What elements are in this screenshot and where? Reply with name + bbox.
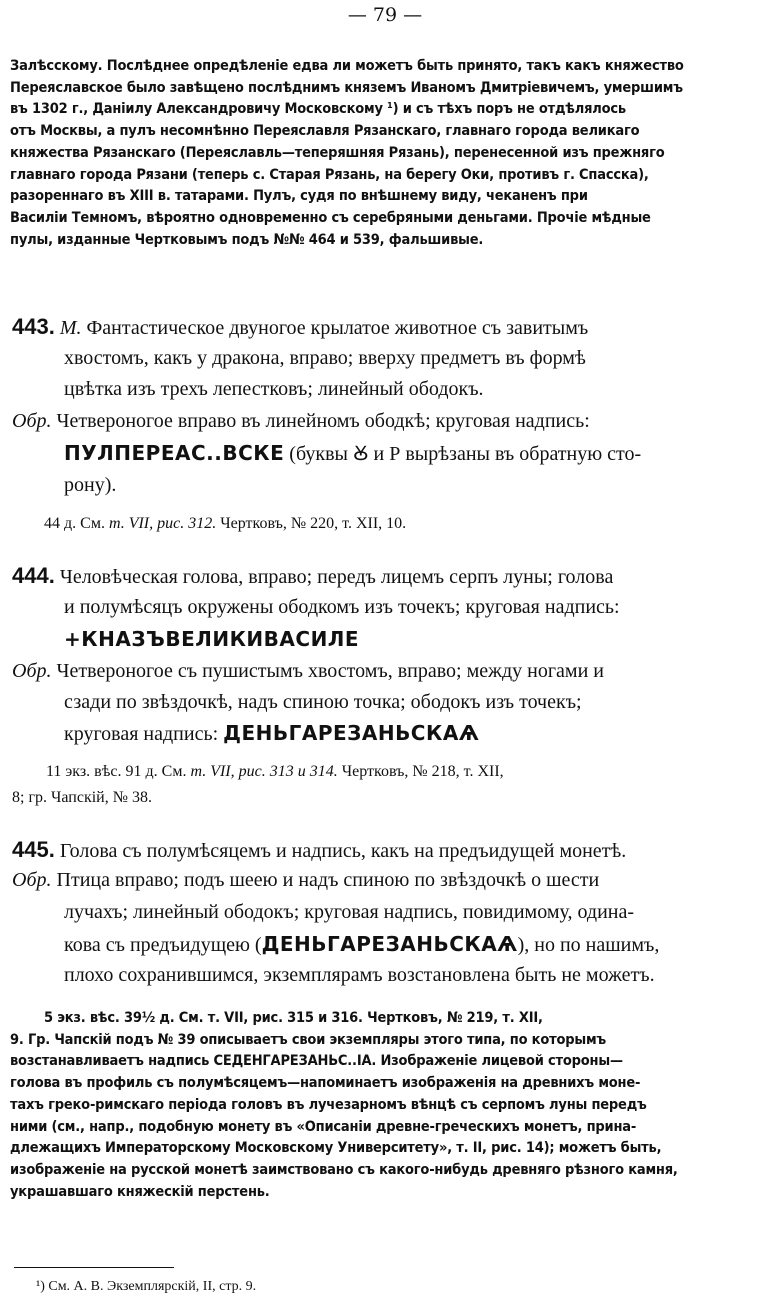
obverse-text: Голова съ полумѣсяцемъ и надпись, какъ на предъидущей монетѣ. [59,840,627,862]
intro-line: Переяславское было завѣщено послѣднимъ княземъ Иваномъ Дмитріевичемъ, умершимъ [10,79,683,96]
obverse-text: и полумѣсяцъ окружены ободкомъ изъ точекъ; круговая надпись: [64,596,620,618]
intro-line: Василіи Темномъ, вѣроятно одновременно съ серебряными деньгами. Прочіе мѣдные [10,209,651,226]
note-line: голова въ профиль съ полумѣсяцемъ—напоминаетъ изображенія на древнихъ моне- [10,1075,641,1092]
obr-label: Обр. [12,410,52,432]
entry-444-reference-1 [46,760,504,784]
inscription: +КНАЗЪВЕЛИКИВАСИЛЕ [64,627,360,651]
intro-line: отъ Москвы, а пулъ несомнѣнно Переяславля Рязанскаго, главнаго города великаго [10,123,640,140]
reverse-text: кова съ предъидущею ( [64,934,262,956]
ref-part: Чертковъ, № 220, т. XII, 10. [220,515,407,532]
inscription: ПУЛПЕРЕАС..ВСКЕ [64,441,285,465]
intro-paragraph [10,56,762,251]
note-line: длежащихъ Императорскому Московскому Университету», т. II, рис. 14); можетъ быть, [10,1140,662,1157]
footnote: ¹) См. А. В. Экземплярскій, II, стр. 9. [36,1279,257,1294]
intro-line: разореннаго въ XIII в. татарами. Пулъ, судя по внѣшнему виду, чеканенъ при [10,188,588,205]
intro-line: главнаго города Рязани (теперь с. Старая Рязань, на берегу Оки, противъ г. Спасска), [10,166,649,183]
entry-label-m: М. [59,317,82,339]
note-line: тахъ греко-римскаго періода головъ въ лучезарномъ вѣнцѣ съ серпомъ луны передъ [10,1096,647,1113]
obverse-text: цвѣтка изъ трехъ лепестковъ; линейный ободокъ. [64,378,484,400]
entry-443-line-1 [12,311,588,344]
reverse-text: Четвероногое съ пушистымъ хвостомъ, вправо; между ногами и [56,660,604,682]
ref-part: 44 д. См. [44,515,105,532]
note-line: изображеніе на русской монетѣ заимствовано съ какого-нибудь древняго рѣзного камня, [10,1161,678,1178]
entry-445-notes [10,1008,762,1203]
obr-label: Обр. [12,660,52,682]
ref-part: 8; гр. Чапскій, № 38. [12,789,153,806]
entry-445-line-1 [12,834,626,867]
entry-443-reverse-1 [12,406,590,437]
entry-number: 445. [12,837,55,862]
page-number: — 79 — [347,4,423,26]
reverse-text: Четвероногое вправо въ линейномъ ободкѣ; круговая надпись: [56,410,590,432]
note-line: ними (см., напр., подобную монету въ «Описаніи древне-греческихъ монетъ, прина- [10,1118,637,1135]
ref-part: т. VII, рис. 313 и 314. [190,763,338,780]
ref-part: т. VII, рис. 312. [108,515,217,532]
obr-label: Обр. [12,869,52,891]
reverse-text: (буквы Ꙋ и Р вырѣзаны въ обратную сто- [289,443,642,465]
note-line: возстанавливаетъ надпись СЕДЕНГАРЕЗАНЬС..ІА. Изображеніе лицевой стороны— [10,1053,623,1070]
intro-line: княжества Рязанскаго (Переяславль—теперяшняя Рязань), перенесенной изъ прежняго [10,144,665,161]
intro-line: Залѣсскому. Послѣднее опредѣленіе едва ли можетъ быть принято, такъ какъ княжество [10,58,684,74]
obverse-text: Фантастическое двуногое крылатое животное съ завитымъ [86,317,589,339]
reverse-text: круговая надпись: [64,723,219,745]
reverse-text: лучахъ; линейный ободокъ; круговая надпись, повидимому, одина- [64,901,635,923]
inscription: ДЕНЬГАРЕЗАНЬСКАѦ [261,932,518,956]
entry-number: 443. [12,314,55,339]
entry-443-reference [44,512,406,536]
note-line: 9. Гр. Чапскій подъ № 39 описываетъ свои экземпляры этого типа, по которымъ [10,1031,607,1048]
entry-445-reverse-1 [12,865,599,896]
reverse-text: сзади по звѣздочкѣ, надъ спиною точка; ободокъ изъ точекъ; [64,691,582,713]
ref-part: 11 экз. вѣс. 91 д. См. [46,763,187,780]
reverse-text: Птица вправо; подъ шеею и надъ спиною по звѣздочкѣ о шести [56,869,600,891]
entry-444-line-1 [12,560,613,593]
entry-445-reverse-3 [64,929,659,961]
note-line: 5 экз. вѣс. 39½ д. См. т. VII, рис. 315 и 316. Чертковъ, № 219, т. XII, [44,1010,543,1026]
entry-444-reverse-3 [64,718,479,750]
note-line: украшавшаго княжескій перстень. [10,1183,270,1200]
entry-444-reverse-1 [12,656,604,687]
reverse-text: ), но по нашимъ, [517,934,660,956]
reverse-text: рону). [64,474,117,496]
ref-part: Чертковъ, № 218, т. XII, [341,763,504,780]
inscription: ДЕНЬГАРЕЗАНЬСКАѦ [223,721,480,745]
intro-line: въ 1302 г., Даніилу Александровичу Московскому ¹) и съ тѣхъ поръ не отдѣлялось [10,101,626,118]
reverse-text: плохо сохранившимся, экземплярамъ возстановлена быть не можетъ. [64,964,655,986]
entry-444-inscription [64,624,359,656]
intro-line: пулы, изданные Чертковымъ подъ №№ 464 и 539, фальшивые. [10,231,484,248]
entry-number: 444. [12,563,55,588]
footnote-rule [14,1267,174,1268]
obverse-text: хвостомъ, какъ у дракона, вправо; вверху предметъ въ формѣ [64,347,586,369]
obverse-text: Человѣческая голова, вправо; передъ лицемъ серпъ луны; голова [59,566,614,588]
entry-443-reverse-2 [64,438,641,470]
